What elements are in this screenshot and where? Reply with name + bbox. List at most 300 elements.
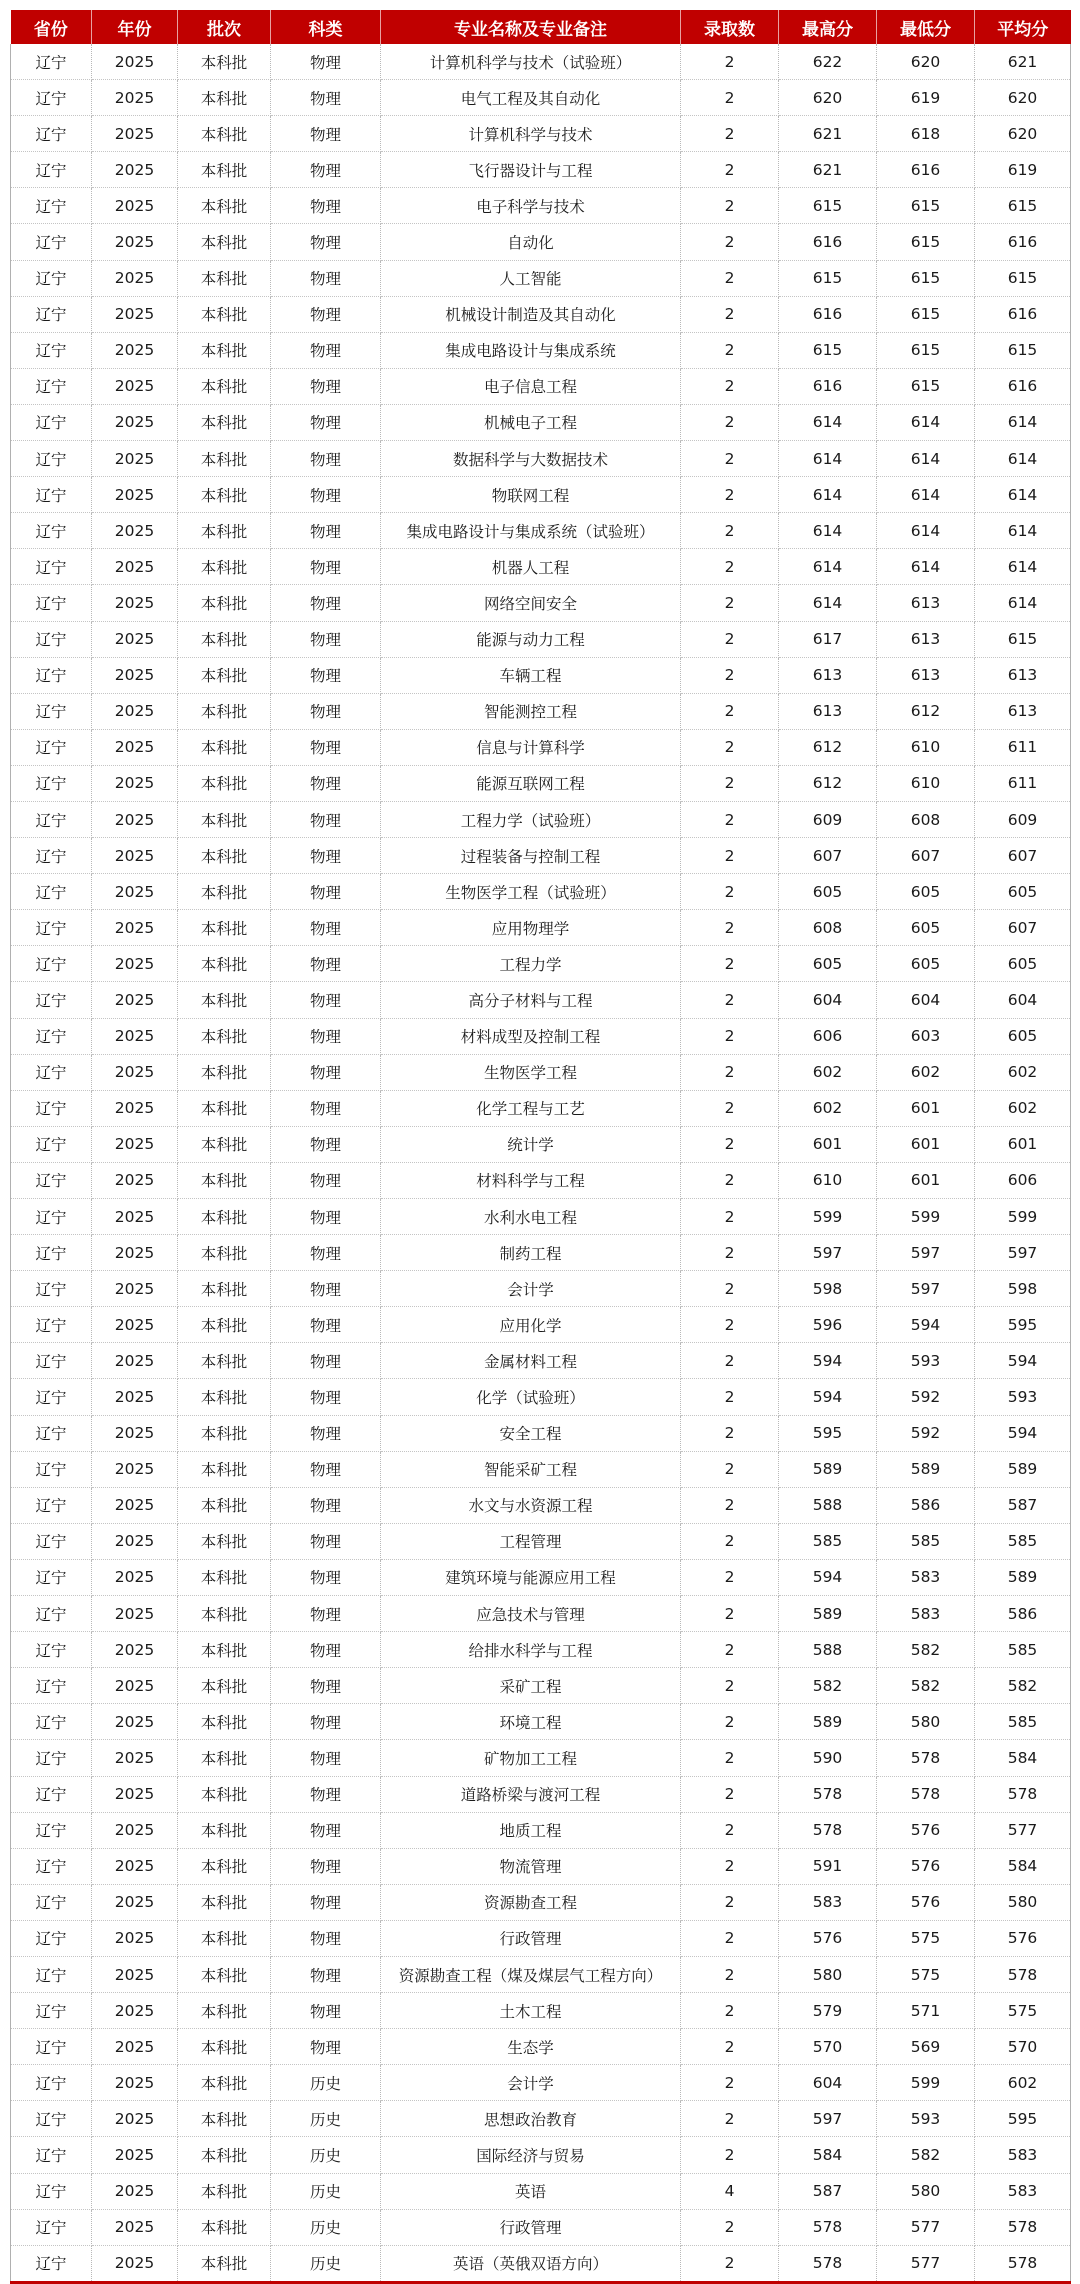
- cell-batch: 本科批: [178, 1343, 271, 1379]
- cell-avg-score: 602: [975, 1090, 1071, 1126]
- cell-batch: 本科批: [178, 1559, 271, 1595]
- cell-admitted: 2: [681, 2029, 779, 2065]
- cell-batch: 本科批: [178, 693, 271, 729]
- cell-category: 物理: [271, 549, 381, 585]
- cell-year: 2025: [92, 657, 178, 693]
- cell-year: 2025: [92, 765, 178, 801]
- cell-admitted: 2: [681, 1090, 779, 1126]
- cell-major: 化学（试验班）: [381, 1379, 681, 1415]
- cell-max-score: 622: [779, 44, 877, 80]
- cell-min-score: 603: [877, 1018, 975, 1054]
- cell-max-score: 614: [779, 549, 877, 585]
- cell-province: 辽宁: [11, 188, 92, 224]
- header-category: 科类: [271, 10, 381, 44]
- header-min-score: 最低分: [877, 10, 975, 44]
- header-batch: 批次: [178, 10, 271, 44]
- cell-province: 辽宁: [11, 332, 92, 368]
- cell-category: 历史: [271, 2101, 381, 2137]
- cell-min-score: 592: [877, 1415, 975, 1451]
- cell-avg-score: 601: [975, 1126, 1071, 1162]
- cell-admitted: 2: [681, 585, 779, 621]
- cell-admitted: 2: [681, 1993, 779, 2029]
- cell-min-score: 614: [877, 513, 975, 549]
- cell-category: 物理: [271, 332, 381, 368]
- cell-category: 物理: [271, 116, 381, 152]
- cell-province: 辽宁: [11, 1126, 92, 1162]
- cell-category: 物理: [271, 621, 381, 657]
- cell-batch: 本科批: [178, 1199, 271, 1235]
- table-row: [11, 874, 1071, 910]
- cell-province: 辽宁: [11, 441, 92, 477]
- cell-admitted: 2: [681, 801, 779, 837]
- cell-avg-score: 607: [975, 838, 1071, 874]
- table-body: [11, 44, 1071, 2282]
- cell-year: 2025: [92, 693, 178, 729]
- cell-min-score: 601: [877, 1090, 975, 1126]
- cell-province: 辽宁: [11, 1920, 92, 1956]
- cell-min-score: 592: [877, 1379, 975, 1415]
- cell-avg-score: 620: [975, 116, 1071, 152]
- cell-batch: 本科批: [178, 1307, 271, 1343]
- table-row: [11, 621, 1071, 657]
- cell-category: 物理: [271, 1199, 381, 1235]
- cell-category: 历史: [271, 2173, 381, 2209]
- cell-major: 智能采矿工程: [381, 1451, 681, 1487]
- cell-batch: 本科批: [178, 549, 271, 585]
- table-row: [11, 765, 1071, 801]
- cell-category: 物理: [271, 657, 381, 693]
- cell-year: 2025: [92, 1956, 178, 1992]
- cell-major: 数据科学与大数据技术: [381, 441, 681, 477]
- cell-max-score: 578: [779, 1776, 877, 1812]
- cell-category: 物理: [271, 1668, 381, 1704]
- cell-max-score: 616: [779, 224, 877, 260]
- cell-year: 2025: [92, 2137, 178, 2173]
- cell-avg-score: 583: [975, 2137, 1071, 2173]
- table-row: [11, 1596, 1071, 1632]
- cell-max-score: 599: [779, 1199, 877, 1235]
- cell-avg-score: 602: [975, 2065, 1071, 2101]
- cell-category: 物理: [271, 1632, 381, 1668]
- cell-batch: 本科批: [178, 1523, 271, 1559]
- cell-category: 物理: [271, 1126, 381, 1162]
- cell-category: 历史: [271, 2209, 381, 2245]
- cell-admitted: 2: [681, 549, 779, 585]
- table-row: [11, 2173, 1071, 2209]
- cell-batch: 本科批: [178, 368, 271, 404]
- cell-min-score: 582: [877, 2137, 975, 2173]
- cell-year: 2025: [92, 44, 178, 80]
- cell-admitted: 2: [681, 1848, 779, 1884]
- cell-category: 物理: [271, 224, 381, 260]
- cell-min-score: 576: [877, 1884, 975, 1920]
- cell-avg-score: 583: [975, 2173, 1071, 2209]
- cell-category: 物理: [271, 1162, 381, 1198]
- cell-major: 材料科学与工程: [381, 1162, 681, 1198]
- cell-major: 统计学: [381, 1126, 681, 1162]
- cell-min-score: 614: [877, 549, 975, 585]
- cell-major: 土木工程: [381, 1993, 681, 2029]
- cell-province: 辽宁: [11, 2173, 92, 2209]
- cell-admitted: 2: [681, 910, 779, 946]
- cell-batch: 本科批: [178, 946, 271, 982]
- cell-category: 物理: [271, 1054, 381, 1090]
- cell-year: 2025: [92, 874, 178, 910]
- cell-major: 行政管理: [381, 2209, 681, 2245]
- cell-admitted: 2: [681, 1451, 779, 1487]
- table-row: [11, 801, 1071, 837]
- admission-scores-table-container: [10, 10, 1070, 2284]
- cell-avg-score: 582: [975, 1668, 1071, 1704]
- cell-province: 辽宁: [11, 1993, 92, 2029]
- cell-admitted: 2: [681, 874, 779, 910]
- cell-avg-score: 585: [975, 1632, 1071, 1668]
- cell-batch: 本科批: [178, 332, 271, 368]
- table-row: [11, 549, 1071, 585]
- cell-year: 2025: [92, 368, 178, 404]
- cell-avg-score: 614: [975, 441, 1071, 477]
- cell-max-score: 595: [779, 1415, 877, 1451]
- cell-avg-score: 615: [975, 332, 1071, 368]
- cell-min-score: 615: [877, 296, 975, 332]
- cell-min-score: 577: [877, 2245, 975, 2282]
- cell-min-score: 614: [877, 404, 975, 440]
- cell-major: 计算机科学与技术（试验班）: [381, 44, 681, 80]
- table-row: [11, 477, 1071, 513]
- cell-major: 行政管理: [381, 1920, 681, 1956]
- cell-year: 2025: [92, 1884, 178, 1920]
- cell-avg-score: 613: [975, 657, 1071, 693]
- cell-major: 机械电子工程: [381, 404, 681, 440]
- table-row: [11, 296, 1071, 332]
- cell-category: 物理: [271, 368, 381, 404]
- cell-batch: 本科批: [178, 2101, 271, 2137]
- cell-batch: 本科批: [178, 910, 271, 946]
- header-year: 年份: [92, 10, 178, 44]
- cell-province: 辽宁: [11, 765, 92, 801]
- cell-province: 辽宁: [11, 1956, 92, 1992]
- cell-max-score: 615: [779, 260, 877, 296]
- cell-batch: 本科批: [178, 982, 271, 1018]
- cell-min-score: 613: [877, 621, 975, 657]
- cell-major: 车辆工程: [381, 657, 681, 693]
- cell-avg-score: 614: [975, 477, 1071, 513]
- cell-admitted: 2: [681, 2209, 779, 2245]
- cell-year: 2025: [92, 1415, 178, 1451]
- cell-batch: 本科批: [178, 765, 271, 801]
- cell-admitted: 2: [681, 946, 779, 982]
- cell-admitted: 2: [681, 1884, 779, 1920]
- header-avg-score: 平均分: [975, 10, 1071, 44]
- cell-admitted: 2: [681, 1415, 779, 1451]
- table-row: [11, 2029, 1071, 2065]
- cell-category: 物理: [271, 44, 381, 80]
- cell-year: 2025: [92, 2245, 178, 2282]
- cell-min-score: 605: [877, 874, 975, 910]
- cell-max-score: 596: [779, 1307, 877, 1343]
- cell-avg-score: 620: [975, 80, 1071, 116]
- cell-major: 物联网工程: [381, 477, 681, 513]
- table-row: [11, 152, 1071, 188]
- cell-major: 矿物加工工程: [381, 1740, 681, 1776]
- cell-major: 生物医学工程: [381, 1054, 681, 1090]
- cell-admitted: 2: [681, 1812, 779, 1848]
- cell-batch: 本科批: [178, 441, 271, 477]
- table-row: [11, 1668, 1071, 1704]
- cell-min-score: 612: [877, 693, 975, 729]
- cell-category: 物理: [271, 1451, 381, 1487]
- cell-admitted: 2: [681, 1704, 779, 1740]
- table-row: [11, 188, 1071, 224]
- cell-min-score: 619: [877, 80, 975, 116]
- cell-category: 物理: [271, 693, 381, 729]
- cell-year: 2025: [92, 1848, 178, 1884]
- cell-category: 物理: [271, 296, 381, 332]
- cell-admitted: 2: [681, 1668, 779, 1704]
- cell-min-score: 614: [877, 441, 975, 477]
- cell-category: 物理: [271, 1848, 381, 1884]
- cell-avg-score: 594: [975, 1343, 1071, 1379]
- cell-min-score: 615: [877, 188, 975, 224]
- cell-category: 物理: [271, 1884, 381, 1920]
- cell-year: 2025: [92, 1235, 178, 1271]
- cell-max-score: 615: [779, 332, 877, 368]
- cell-admitted: 2: [681, 477, 779, 513]
- cell-max-score: 582: [779, 1668, 877, 1704]
- cell-province: 辽宁: [11, 549, 92, 585]
- cell-avg-score: 616: [975, 368, 1071, 404]
- cell-batch: 本科批: [178, 1596, 271, 1632]
- cell-admitted: 2: [681, 1018, 779, 1054]
- cell-admitted: 2: [681, 188, 779, 224]
- cell-batch: 本科批: [178, 1451, 271, 1487]
- cell-category: 物理: [271, 765, 381, 801]
- cell-avg-score: 578: [975, 1776, 1071, 1812]
- cell-major: 给排水科学与工程: [381, 1632, 681, 1668]
- cell-major: 金属材料工程: [381, 1343, 681, 1379]
- cell-min-score: 620: [877, 44, 975, 80]
- table-row: [11, 982, 1071, 1018]
- table-row: [11, 1018, 1071, 1054]
- cell-max-score: 589: [779, 1596, 877, 1632]
- cell-province: 辽宁: [11, 296, 92, 332]
- cell-min-score: 582: [877, 1668, 975, 1704]
- cell-avg-score: 586: [975, 1596, 1071, 1632]
- cell-avg-score: 578: [975, 1956, 1071, 1992]
- cell-province: 辽宁: [11, 1559, 92, 1595]
- cell-year: 2025: [92, 946, 178, 982]
- cell-year: 2025: [92, 1993, 178, 2029]
- table-row: [11, 368, 1071, 404]
- table-row: [11, 513, 1071, 549]
- table-row: [11, 80, 1071, 116]
- cell-major: 能源互联网工程: [381, 765, 681, 801]
- cell-batch: 本科批: [178, 657, 271, 693]
- cell-category: 物理: [271, 1596, 381, 1632]
- cell-year: 2025: [92, 2209, 178, 2245]
- cell-admitted: 2: [681, 2065, 779, 2101]
- cell-max-score: 597: [779, 2101, 877, 2137]
- cell-year: 2025: [92, 1018, 178, 1054]
- cell-admitted: 2: [681, 1920, 779, 1956]
- cell-province: 辽宁: [11, 1379, 92, 1415]
- cell-category: 物理: [271, 982, 381, 1018]
- cell-province: 辽宁: [11, 1235, 92, 1271]
- cell-admitted: 2: [681, 1307, 779, 1343]
- cell-year: 2025: [92, 1271, 178, 1307]
- cell-avg-score: 570: [975, 2029, 1071, 2065]
- table-row: [11, 1126, 1071, 1162]
- cell-max-score: 604: [779, 2065, 877, 2101]
- header-admitted: 录取数: [681, 10, 779, 44]
- cell-year: 2025: [92, 1523, 178, 1559]
- cell-batch: 本科批: [178, 116, 271, 152]
- table-row: [11, 332, 1071, 368]
- cell-batch: 本科批: [178, 1090, 271, 1126]
- cell-admitted: 2: [681, 1162, 779, 1198]
- cell-province: 辽宁: [11, 946, 92, 982]
- cell-avg-score: 619: [975, 152, 1071, 188]
- cell-max-score: 610: [779, 1162, 877, 1198]
- cell-avg-score: 615: [975, 188, 1071, 224]
- cell-batch: 本科批: [178, 1920, 271, 1956]
- cell-category: 物理: [271, 2029, 381, 2065]
- cell-batch: 本科批: [178, 1415, 271, 1451]
- cell-province: 辽宁: [11, 2101, 92, 2137]
- table-row: [11, 44, 1071, 80]
- cell-admitted: 2: [681, 1271, 779, 1307]
- cell-category: 物理: [271, 1018, 381, 1054]
- cell-year: 2025: [92, 152, 178, 188]
- cell-min-score: 583: [877, 1596, 975, 1632]
- cell-province: 辽宁: [11, 1271, 92, 1307]
- cell-batch: 本科批: [178, 1632, 271, 1668]
- cell-batch: 本科批: [178, 404, 271, 440]
- cell-admitted: 2: [681, 1559, 779, 1595]
- cell-min-score: 586: [877, 1487, 975, 1523]
- cell-category: 物理: [271, 801, 381, 837]
- cell-province: 辽宁: [11, 152, 92, 188]
- cell-major: 会计学: [381, 1271, 681, 1307]
- cell-year: 2025: [92, 1668, 178, 1704]
- cell-province: 辽宁: [11, 1668, 92, 1704]
- cell-province: 辽宁: [11, 2209, 92, 2245]
- cell-max-score: 616: [779, 296, 877, 332]
- cell-major: 工程力学（试验班）: [381, 801, 681, 837]
- cell-province: 辽宁: [11, 874, 92, 910]
- admission-scores-table: [10, 10, 1071, 2284]
- cell-province: 辽宁: [11, 513, 92, 549]
- table-row: [11, 946, 1071, 982]
- cell-batch: 本科批: [178, 477, 271, 513]
- table-row: [11, 1343, 1071, 1379]
- cell-avg-score: 614: [975, 404, 1071, 440]
- header-row: [11, 10, 1071, 44]
- cell-major: 生物医学工程（试验班）: [381, 874, 681, 910]
- cell-province: 辽宁: [11, 982, 92, 1018]
- cell-min-score: 599: [877, 2065, 975, 2101]
- cell-year: 2025: [92, 1054, 178, 1090]
- cell-major: 水文与水资源工程: [381, 1487, 681, 1523]
- table-row: [11, 1884, 1071, 1920]
- cell-batch: 本科批: [178, 2029, 271, 2065]
- cell-avg-score: 616: [975, 296, 1071, 332]
- cell-min-score: 576: [877, 1848, 975, 1884]
- cell-category: 物理: [271, 946, 381, 982]
- cell-batch: 本科批: [178, 1487, 271, 1523]
- cell-category: 物理: [271, 1379, 381, 1415]
- cell-min-score: 597: [877, 1235, 975, 1271]
- cell-admitted: 2: [681, 116, 779, 152]
- cell-major: 人工智能: [381, 260, 681, 296]
- cell-max-score: 588: [779, 1632, 877, 1668]
- cell-admitted: 2: [681, 1740, 779, 1776]
- cell-max-score: 594: [779, 1379, 877, 1415]
- cell-category: 物理: [271, 441, 381, 477]
- table-row: [11, 693, 1071, 729]
- cell-avg-score: 587: [975, 1487, 1071, 1523]
- cell-avg-score: 613: [975, 693, 1071, 729]
- cell-min-score: 569: [877, 2029, 975, 2065]
- table-row: [11, 260, 1071, 296]
- cell-year: 2025: [92, 621, 178, 657]
- cell-avg-score: 595: [975, 1307, 1071, 1343]
- cell-admitted: 2: [681, 2101, 779, 2137]
- cell-min-score: 602: [877, 1054, 975, 1090]
- cell-year: 2025: [92, 1740, 178, 1776]
- table-row: [11, 2101, 1071, 2137]
- cell-major: 网络空间安全: [381, 585, 681, 621]
- cell-avg-score: 584: [975, 1848, 1071, 1884]
- cell-year: 2025: [92, 441, 178, 477]
- cell-year: 2025: [92, 477, 178, 513]
- cell-batch: 本科批: [178, 80, 271, 116]
- cell-max-score: 617: [779, 621, 877, 657]
- cell-province: 辽宁: [11, 1523, 92, 1559]
- cell-major: 能源与动力工程: [381, 621, 681, 657]
- cell-min-score: 613: [877, 657, 975, 693]
- cell-year: 2025: [92, 729, 178, 765]
- cell-admitted: 4: [681, 2173, 779, 2209]
- cell-year: 2025: [92, 80, 178, 116]
- cell-max-score: 570: [779, 2029, 877, 2065]
- cell-major: 飞行器设计与工程: [381, 152, 681, 188]
- cell-batch: 本科批: [178, 513, 271, 549]
- cell-year: 2025: [92, 1090, 178, 1126]
- cell-avg-score: 575: [975, 1993, 1071, 2029]
- cell-max-score: 583: [779, 1884, 877, 1920]
- table-row: [11, 1199, 1071, 1235]
- table-row: [11, 1271, 1071, 1307]
- cell-province: 辽宁: [11, 1884, 92, 1920]
- cell-major: 自动化: [381, 224, 681, 260]
- cell-avg-score: 593: [975, 1379, 1071, 1415]
- cell-max-score: 614: [779, 585, 877, 621]
- cell-max-score: 602: [779, 1054, 877, 1090]
- cell-province: 辽宁: [11, 2137, 92, 2173]
- cell-avg-score: 615: [975, 260, 1071, 296]
- cell-admitted: 2: [681, 693, 779, 729]
- cell-major: 电气工程及其自动化: [381, 80, 681, 116]
- table-row: [11, 1451, 1071, 1487]
- cell-batch: 本科批: [178, 729, 271, 765]
- cell-batch: 本科批: [178, 2065, 271, 2101]
- cell-min-score: 575: [877, 1956, 975, 1992]
- cell-max-score: 588: [779, 1487, 877, 1523]
- cell-max-score: 579: [779, 1993, 877, 2029]
- table-row: [11, 1090, 1071, 1126]
- cell-batch: 本科批: [178, 801, 271, 837]
